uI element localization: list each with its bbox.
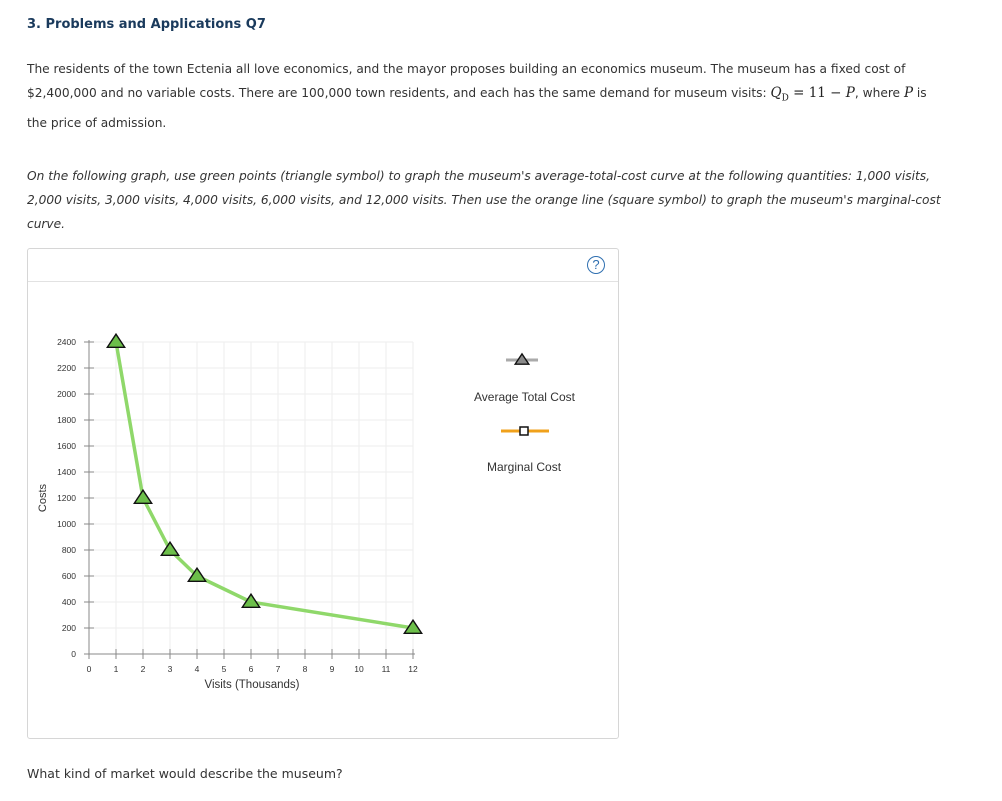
x-tick-label: 8 xyxy=(302,664,308,674)
price-symbol: P xyxy=(903,85,914,101)
y-tick-label: 1400 xyxy=(57,467,76,477)
intro-text-2: , where xyxy=(854,86,904,100)
atc-curve-line[interactable] xyxy=(116,342,413,628)
y-tick-label: 200 xyxy=(61,623,76,633)
cost-graph[interactable] xyxy=(28,249,618,738)
atc-point[interactable] xyxy=(161,542,178,555)
y-tick-label: 1200 xyxy=(57,493,76,503)
x-tick-label: 3 xyxy=(167,664,173,674)
legend-mc-square-icon[interactable] xyxy=(520,427,528,435)
y-tick-label: 1600 xyxy=(57,441,76,451)
problem-description xyxy=(27,57,947,135)
y-tick-label: 1000 xyxy=(57,519,76,529)
market-question: What kind of market would describe the museum? xyxy=(27,766,343,781)
demand-equation-p: P xyxy=(845,85,855,101)
intro-text-1: The residents of the town Ectenia all love economics, and the mayor proposes building an economics museum. The museum has a fixed cost of $2,400,000 and no variable costs. There are 100,000 town residents, and each has the same demand for museum visits: xyxy=(27,62,906,100)
y-tick-label: 0 xyxy=(71,649,76,659)
x-tick-label: 0 xyxy=(86,664,92,674)
x-tick-label: 10 xyxy=(354,664,364,674)
problem-title: 3. Problems and Applications Q7 xyxy=(27,17,266,32)
x-tick-label: 4 xyxy=(194,664,200,674)
graph-panel xyxy=(27,248,619,739)
y-tick-label: 2000 xyxy=(57,389,76,399)
x-tick-label: 7 xyxy=(275,664,281,674)
x-tick-label: 11 xyxy=(381,664,391,674)
y-axis-label: Costs xyxy=(37,483,49,513)
y-tick-label: 1800 xyxy=(57,415,76,425)
graph-instructions: On the following graph, use green points (triangle symbol) to graph the museum's average-total-cost curve at the following quantities: 1,000 visits, 2,000 visits, 3,000 visits, 4,000 visits, 6,000 visits, and 12,000 visits. Then use the orange line (square symbol) to graph the museum's marginal-cost curve. xyxy=(27,169,941,231)
x-tick-label: 12 xyxy=(408,664,418,674)
legend-atc-label: Average Total Cost xyxy=(474,390,575,404)
y-tick-label: 600 xyxy=(61,571,76,581)
demand-equation-rhs: = 11 − xyxy=(788,85,846,101)
atc-point[interactable] xyxy=(107,334,124,347)
x-tick-label: 5 xyxy=(221,664,227,674)
y-tick-label: 2400 xyxy=(57,337,76,347)
x-tick-label: 1 xyxy=(113,664,119,674)
legend-mc-label: Marginal Cost xyxy=(487,460,562,474)
x-tick-label: 6 xyxy=(248,664,254,674)
y-tick-label: 400 xyxy=(61,597,76,607)
y-tick-label: 800 xyxy=(61,545,76,555)
x-tick-label: 2 xyxy=(140,664,146,674)
x-tick-label: 9 xyxy=(329,664,335,674)
help-button[interactable]: ? xyxy=(587,256,605,274)
demand-equation-q: $Q_D$ xyxy=(770,85,789,104)
x-axis-label: Visits (Thousands) xyxy=(204,679,300,691)
y-tick-label: 2200 xyxy=(57,363,76,373)
intro-text-3: is the price of admission. xyxy=(27,86,927,130)
atc-point[interactable] xyxy=(134,490,151,503)
